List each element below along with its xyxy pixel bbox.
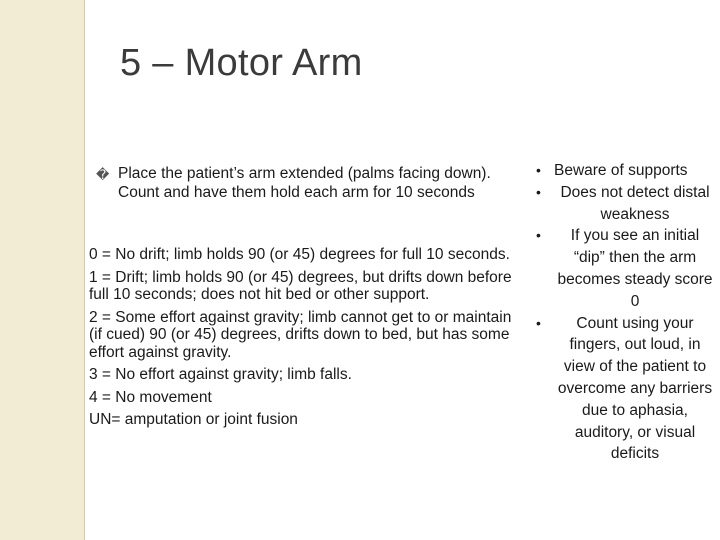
score-line-2: 2 = Some effort against gravity; limb cannot get to or maintain (if cued) 90 (or 45) degrees, drifts down to bed, but has some effort against gravity. bbox=[89, 308, 512, 361]
intro-text: Place the patient’s arm extended (palms facing down). Count and have them hold each arm for 10 seconds bbox=[118, 165, 491, 201]
side-note-item bbox=[532, 160, 716, 182]
bullet-dot-icon: • bbox=[536, 314, 541, 331]
bullet-marker-icon: � bbox=[96, 167, 110, 182]
slide-title: 5 – Motor Arm bbox=[120, 42, 363, 84]
side-note-text: Beware of supports bbox=[554, 162, 688, 179]
score-line-3: 3 = No effort against gravity; limb falls. bbox=[89, 366, 352, 383]
decorative-left-band bbox=[0, 0, 84, 540]
side-note-item bbox=[532, 182, 716, 226]
score-line-0: 0 = No drift; limb holds 90 (or 45) degrees for full 10 seconds. bbox=[89, 246, 510, 263]
side-note-item bbox=[532, 225, 716, 312]
bullet-dot-icon: • bbox=[536, 183, 541, 200]
side-note-text: If you see an initial “dip” then the arm becomes steady score 0 bbox=[557, 227, 713, 310]
score-line-4: 4 = No movement bbox=[89, 388, 212, 406]
side-note-text: Count using your fingers, out loud, in view of the patient to overcome any barriers due to aphasia, auditory, or visual deficits bbox=[557, 314, 713, 463]
side-note-text: Does not detect distal weakness bbox=[560, 183, 710, 223]
intro-bullet bbox=[96, 164, 526, 202]
score-line-un: UN= amputation or joint fusion bbox=[89, 411, 298, 428]
decorative-divider bbox=[84, 0, 85, 540]
score-scale-list bbox=[89, 246, 521, 434]
score-line-1: 1 = Drift; limb holds 90 (or 45) degrees, but drifts down before full 10 seconds; does not hit bed or other support. bbox=[89, 268, 512, 303]
bullet-dot-icon: • bbox=[536, 162, 541, 178]
side-note-item bbox=[532, 313, 716, 466]
side-notes-list bbox=[532, 160, 716, 465]
bullet-dot-icon: • bbox=[536, 227, 541, 244]
